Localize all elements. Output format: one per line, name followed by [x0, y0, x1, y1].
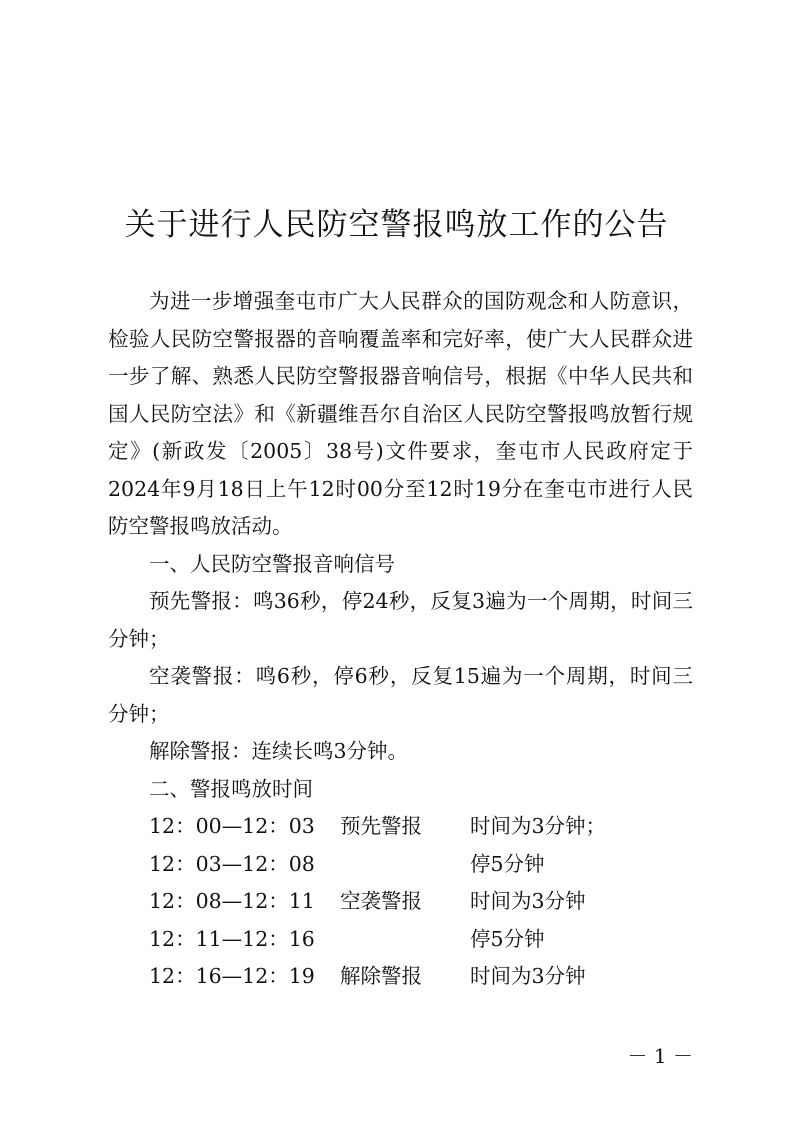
- schedule-duration: 时间为3分钟: [470, 964, 586, 988]
- document-body: [108, 283, 693, 996]
- schedule-duration: 时间为3分钟: [470, 889, 586, 913]
- signal-item-all-clear: 解除警报：连续长鸣3分钟。: [149, 739, 409, 763]
- schedule-row: [108, 846, 693, 884]
- schedule-row: [108, 958, 693, 996]
- schedule-type: 空袭警报: [340, 889, 422, 913]
- schedule-duration: 时间为3分钟；: [470, 814, 607, 838]
- schedule-time: 12：03—12：08: [149, 851, 315, 876]
- schedule-duration: 停5分钟: [470, 926, 545, 951]
- schedule-time: 12：11—12：16: [149, 926, 315, 951]
- schedule-row: [108, 921, 693, 959]
- schedule-row: [108, 808, 693, 846]
- signal-item-early-warning: 预先警报：鸣36秒，停24秒，反复3遍为一个周期，时间三分钟；: [108, 589, 693, 651]
- schedule-time: 12：00—12：03: [149, 814, 315, 838]
- section-heading-signals: 一、人民防空警报音响信号: [149, 551, 395, 576]
- signal-item-air-raid: 空袭警报：鸣6秒，停6秒，反复15遍为一个周期，时间三分钟；: [108, 664, 693, 726]
- schedule-type: 解除警报: [340, 964, 422, 988]
- intro-paragraph: 为进一步增强奎屯市广大人民群众的国防观念和人防意识，检验人民防空警报器的音响覆盖率和完好率，使广大人民群众进一步了解、熟悉人民防空警报器音响信号，根据《中华人民共和国人民防空法》和《新疆维吾尔自治区人民防空警报鸣放暂行规定》(新政发〔2005〕38号)文件要求，奎屯市人民政府定于2024年9月18日上午12时00分至12时19分在奎屯市进行人民防空警报鸣放活动。: [108, 289, 693, 538]
- schedule-duration: 停5分钟: [470, 851, 545, 876]
- page-number: － 1 －: [627, 1044, 693, 1068]
- schedule-row: [108, 883, 693, 921]
- schedule-time: 12：16—12：19: [149, 964, 315, 988]
- schedule-time: 12：08—12：11: [149, 889, 315, 913]
- schedule-type: 预先警报: [340, 814, 422, 838]
- document-title: 关于进行人民防空警报鸣放工作的公告: [124, 207, 669, 243]
- section-heading-schedule: 二、警报鸣放时间: [149, 776, 313, 801]
